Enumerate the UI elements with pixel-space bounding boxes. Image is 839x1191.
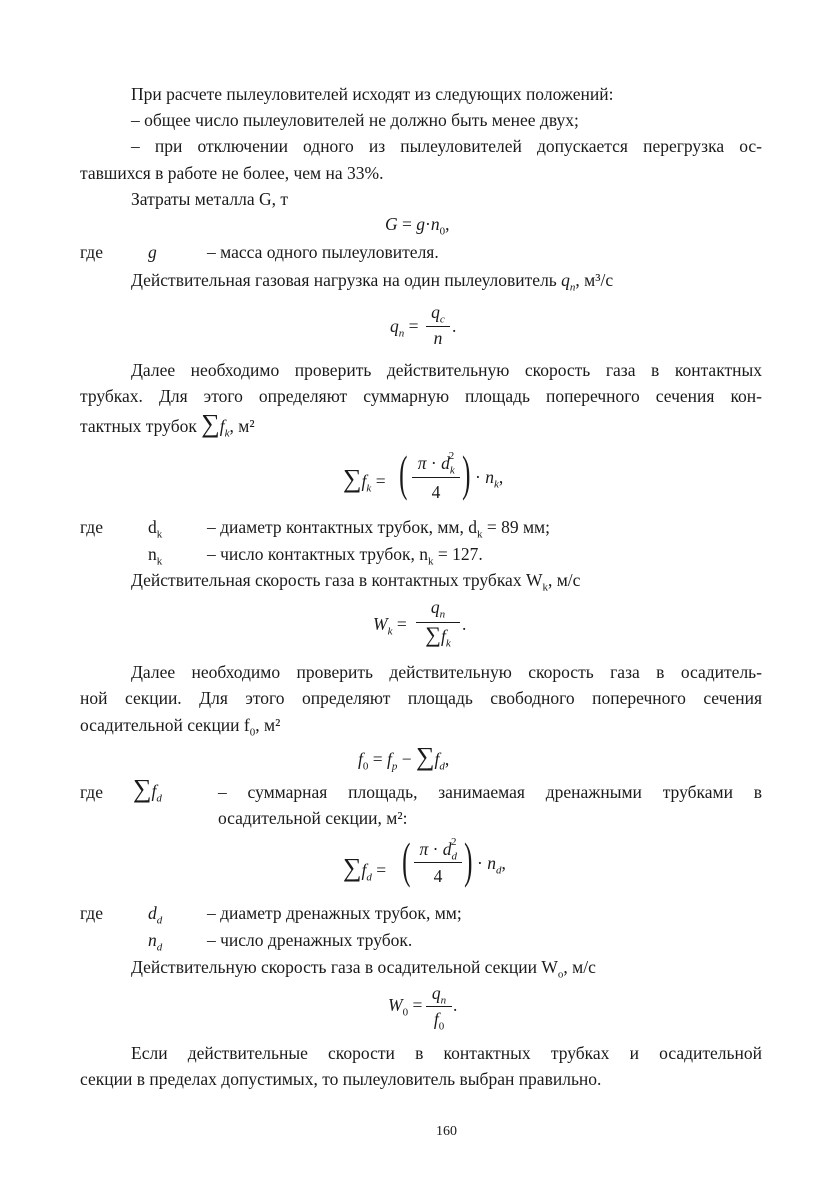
- symbol-sum-fd: $\sum f_d$: [133, 774, 162, 805]
- text-line: тактных трубок $\sum f_k$, м²: [80, 409, 255, 440]
- text-line: При расчете пылеуловителей исходят из следующих положений:: [131, 84, 614, 104]
- text-line: осадительной секции $f_0$, м²: [80, 715, 281, 739]
- symbol-g: g: [148, 242, 157, 262]
- text-line: ной секции. Для этого определяют площадь свободного поперечного сечения: [80, 688, 762, 708]
- text-line: – число дренажных трубок.: [207, 930, 413, 950]
- symbol-dd: $d_d$: [148, 903, 163, 927]
- formula-fd: $\sum f_d$ =: [343, 853, 387, 884]
- text-line: – масса одного пылеуловителя.: [207, 242, 439, 262]
- text-line: Далее необходимо проверить действительную скорость газа в осадитель-: [131, 662, 762, 682]
- where-label: где: [80, 242, 103, 262]
- formula-w0: $W_0$ =: [388, 995, 423, 1019]
- symbol-nd: $n_d$: [148, 930, 163, 954]
- text-line: – число контактных трубок, $n_k = 127$.: [207, 544, 483, 568]
- text-line: – диаметр контактных трубок, мм, $d_k = 89$ мм;: [207, 517, 550, 541]
- page-number: 160: [436, 1124, 457, 1139]
- text-line: секции в пределах допустимых, то пылеуловитель выбран правильно.: [80, 1069, 602, 1089]
- text-line: – диаметр дренажных трубок, мм;: [207, 903, 462, 923]
- text-line: – суммарная площадь, занимаемая дренажными трубками в: [218, 782, 762, 802]
- formula-fk: $\sum f_k$ =: [343, 464, 386, 495]
- text-line: Далее необходимо проверить действительную скорость газа в контактных: [131, 360, 762, 380]
- text-line: – общее число пылеуловителей не должно быть менее двух;: [131, 110, 579, 130]
- symbol-dk: $d_k$: [148, 517, 163, 541]
- text-line: Затраты металла G, т: [131, 189, 289, 209]
- text-line: – при отключении одного из пылеуловителей допускается перегрузка ос-: [131, 136, 762, 156]
- text-line: Если действительные скорости в контактных трубках и осадительной: [131, 1043, 762, 1063]
- text-line: Действительная газовая нагрузка на один пылеуловитель $q_n$, м³/с: [131, 270, 614, 294]
- where-label: где: [80, 517, 103, 537]
- formula-f0: $f_0 = f_p - \sum f_d$,: [358, 742, 450, 773]
- text-line: Действительная скорость газа в контактных трубках $W_k$, м/с: [131, 570, 581, 594]
- text-line: осадительной секции, м²:: [218, 808, 408, 828]
- formula-wk: $W_k$ =: [373, 614, 407, 638]
- text-line: Действительную скорость газа в осадительной секции $W_o$, м/с: [131, 957, 596, 981]
- formula-qn: $q_n$ =: [390, 316, 419, 340]
- formula-mass: $G = g\cdot n_0$,: [385, 214, 450, 238]
- where-label: где: [80, 903, 103, 923]
- text-line: тавшихся в работе не более, чем на 33%.: [80, 163, 384, 183]
- text-line: трубках. Для этого определяют суммарную площадь поперечного сечения кон-: [80, 386, 762, 406]
- symbol-nk: $n_k$: [148, 544, 163, 568]
- where-label: где: [80, 782, 103, 802]
